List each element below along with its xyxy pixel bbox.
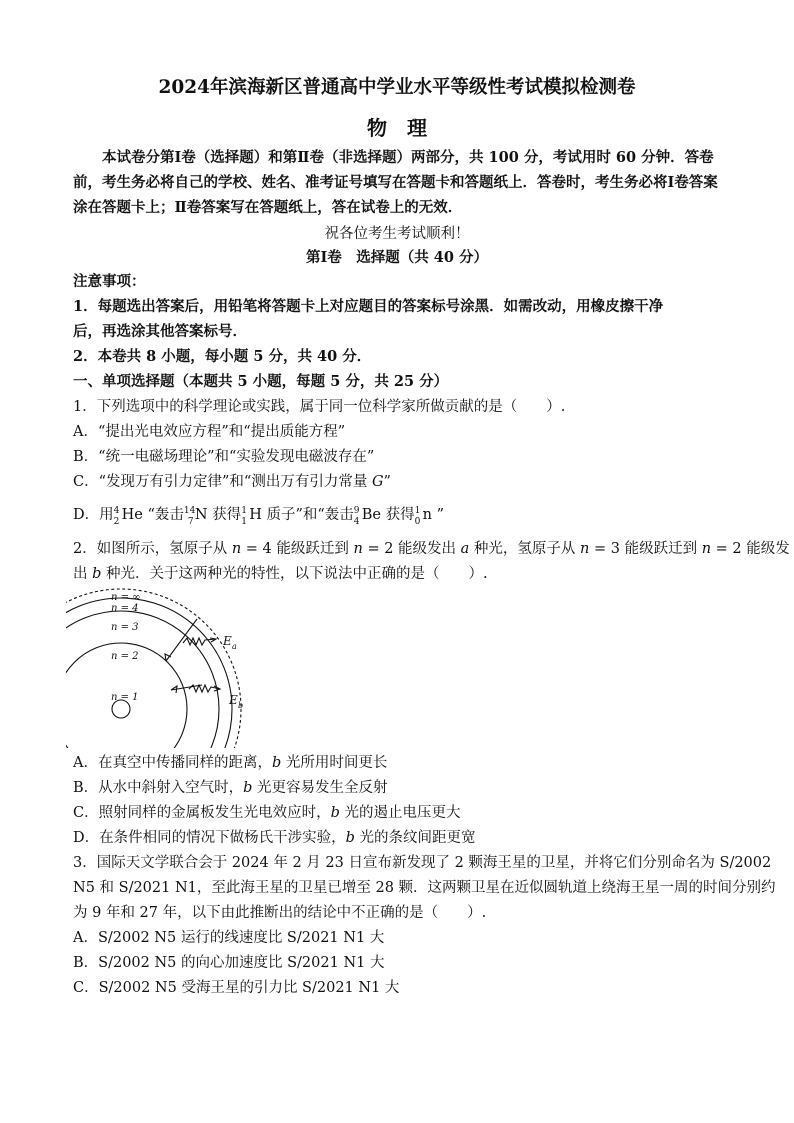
isotope-n-indices [183, 506, 196, 527]
q2-option-c [73, 803, 461, 823]
instructions-paragraph: 本试卷分第Ⅰ卷（选择题）和第Ⅱ卷（非选择题）两部分，共 100 分，考试用时 60 分钟．答卷前，考生务必将自己的学校、姓名、准考证号填写在答题卡和答题纸上．答卷时，考生务必将Ⅰ卷答案涂在答题卡上；Ⅱ卷答案写在答题纸上，答在试卷上的无效． [73, 149, 718, 216]
note-1-line-2: 后，再选涂其他答案标号． [73, 323, 247, 340]
isotope-he-indices [113, 506, 122, 527]
q1-d-he: He “轰击 [121, 507, 184, 523]
q2-c-var: b [330, 805, 340, 821]
q2-text: 2．如图所示，氢原子从 [73, 541, 232, 557]
q2-stem-line-1 [73, 539, 790, 559]
q3-stem-line-1: 3．国际天文学联合会于 2024 年 2 月 23 日宣布新发现了 2 颗海王星的卫星，并将它们分别命名为 S/2002 [73, 855, 772, 871]
q1-stem: 1．下列选项中的科学理论或实践，属于同一位科学家所做贡献的是（ ）. [73, 399, 566, 415]
label-n3: n = 3 [111, 622, 139, 633]
exam-title: 2024年滨海新区普通高中学业水平等级性考试模拟检测卷 [158, 77, 636, 98]
q2-text: 出 [73, 566, 93, 582]
q2-var: a [460, 541, 470, 557]
note-1-line-1: 1．每题选出答案后，用铅笔将答题卡上对应题目的答案标号涂黑．如需改动，用橡皮擦干净 [73, 298, 664, 315]
be-atomic-number: 4 [353, 517, 360, 527]
q1-option-d [73, 505, 444, 525]
notes-heading: 注意事项： [73, 273, 146, 290]
label-n4: n = 4 [111, 603, 139, 614]
isotope-h-indices [241, 506, 249, 527]
n-mass-number: 14 [183, 506, 196, 516]
section-title: 第Ⅰ卷 选择题（共 40 分） [305, 249, 489, 266]
q2-text: = 2 能级发 [711, 541, 790, 557]
note-2: 2．本卷共 8 小题，每小题 5 分，共 40 分． [73, 348, 372, 365]
n-atomic-number: 7 [187, 517, 194, 527]
q1-d-prefix: D．用 [73, 507, 114, 523]
q2-option-b [73, 778, 388, 798]
q2-b-var: b [243, 780, 253, 796]
q2-c-end: 光的遏止电压更大 [339, 805, 461, 821]
q1-option-a: A．“提出光电效应方程”和“提出质能方程” [73, 424, 346, 440]
q3-option-a: A．S/2002 N5 运行的线速度比 S/2021 N1 大 [73, 930, 385, 946]
q2-option-a [73, 753, 387, 773]
isotope-be-indices [353, 506, 362, 527]
q1-d-be: Be 获得 [361, 507, 415, 523]
h-mass-number: 1 [241, 506, 247, 516]
q2-text: 种光．关于这两种光的特性，以下说法中正确的是（ ）. [101, 566, 488, 582]
orbit-n3 [66, 611, 219, 748]
q3-stem-line-2: N5 和 S/2021 N1，至此海王星的卫星已增至 28 颗．这两颗卫星在近似圆轨道上绕海王星一周的时间分别约 [73, 880, 776, 896]
energy-level-figure [66, 588, 256, 748]
h-atomic-number: 1 [241, 517, 247, 527]
q3-stem-line-3: 为 9 年和 27 年，以下由此推断出的结论中不正确的是（ ）. [73, 905, 487, 921]
label-Eb: E [229, 693, 238, 707]
q2-var: n [580, 541, 590, 557]
q2-a-text: A．在真空中传播同样的距离， [73, 755, 272, 771]
q3-option-b: B．S/2002 N5 的向心加速度比 S/2021 N1 大 [73, 955, 385, 971]
q3-option-c: C．S/2002 N5 受海王星的引力比 S/2021 N1 大 [73, 980, 400, 996]
label-Eb-subscript: b [238, 701, 244, 710]
q2-c-text: C．照射同样的金属板发生光电效应时， [73, 805, 331, 821]
q2-text: 种光，氢原子从 [469, 541, 581, 557]
label-Ea-subscript: a [232, 642, 237, 651]
good-luck-line: 祝各位考生考试顺利！ [324, 226, 470, 242]
q2-var: n [231, 541, 242, 557]
q2-var: n [701, 541, 712, 557]
orbit-n-infinity [66, 589, 244, 748]
label-n-infinity: n = ∞ [111, 592, 141, 603]
be-mass-number: 9 [353, 506, 360, 516]
q1-option-c-end: ” [383, 474, 391, 490]
orbit-n4 [66, 598, 232, 748]
label-Ea: E [223, 634, 232, 648]
q2-var: b [92, 566, 102, 582]
q2-a-end: 光所用时间更长 [281, 755, 388, 771]
q2-stem-line-2 [73, 564, 488, 584]
q1-option-c-text: C．“发现万有引力定律”和“测出万有引力常量 [73, 474, 372, 490]
q2-b-text: B．从水中斜射入空气时， [73, 780, 244, 796]
q2-d-text: D．在条件相同的情况下做杨氏干涉实验， [73, 830, 346, 846]
he-mass-number: 4 [113, 506, 120, 516]
q2-text: = 2 能级发出 [362, 541, 461, 557]
q2-text: = 4 能级跃迁到 [241, 541, 354, 557]
q2-option-d [73, 828, 476, 848]
label-n1: n = 1 [111, 692, 139, 703]
q2-text: = 3 能级跃迁到 [589, 541, 702, 557]
q2-d-var: b [345, 830, 355, 846]
q2-d-end: 光的条纹间距更宽 [354, 830, 476, 846]
q1-d-h: H 质子”和“轰击 [249, 507, 354, 523]
subject-title: 物 理 [367, 116, 427, 140]
q1-option-c-var: G [371, 474, 384, 490]
q1-option-b: B．“统一电磁场理论”和“实验发现电磁波存在” [73, 449, 375, 465]
neutron-atomic-number: 0 [414, 517, 421, 527]
q2-a-var: b [271, 755, 282, 771]
q1-option-c [73, 472, 391, 492]
q2-b-end: 光更容易发生全反射 [252, 780, 388, 796]
label-n2: n = 2 [111, 651, 139, 662]
he-atomic-number: 2 [113, 517, 120, 527]
q1-d-neutron: n ” [422, 507, 445, 523]
isotope-neutron-indices [414, 506, 423, 527]
q2-var: n [353, 541, 363, 557]
neutron-mass-number: 1 [414, 506, 421, 516]
q1-d-n: N 获得 [194, 507, 242, 523]
part-1-heading: 一、单项选择题（本题共 5 小题，每题 5 分，共 25 分） [73, 373, 449, 390]
